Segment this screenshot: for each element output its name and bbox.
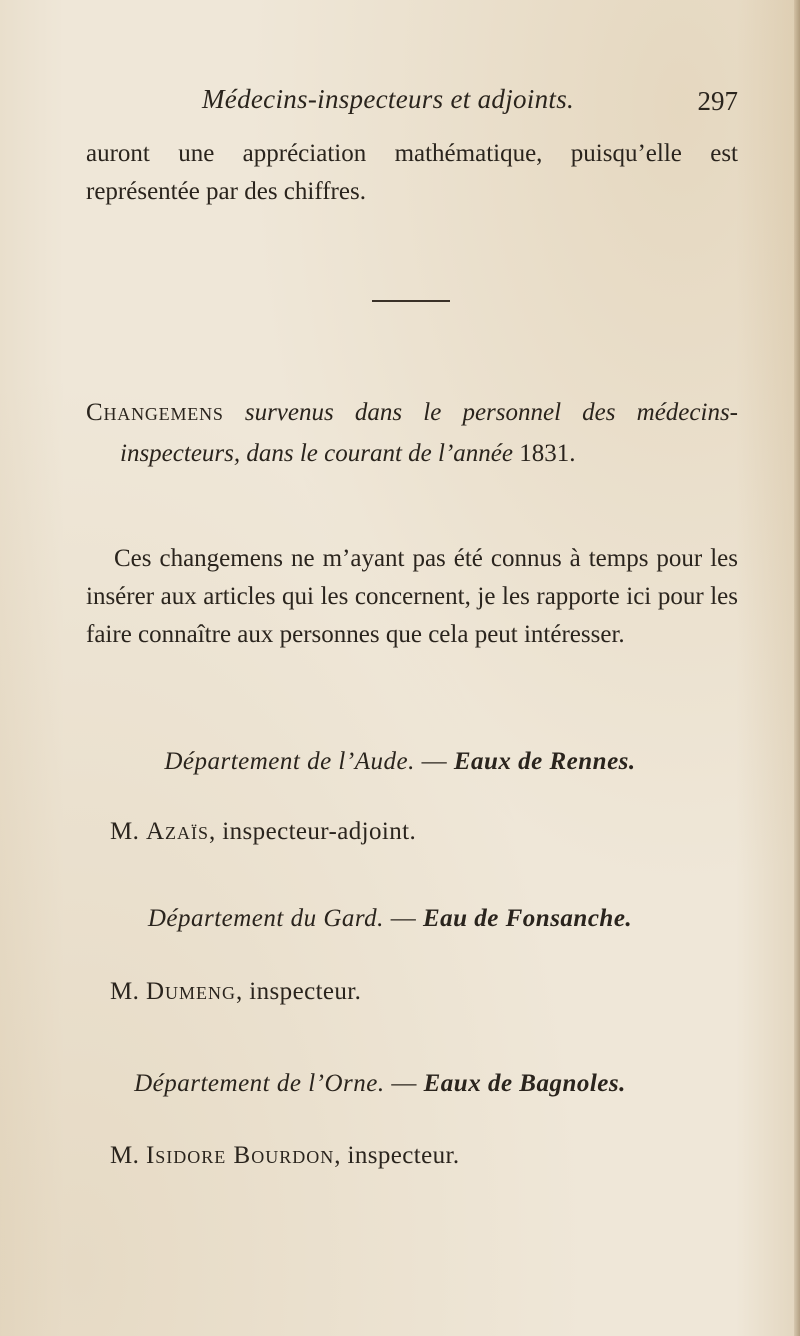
person-title: M.	[110, 978, 140, 1005]
running-head: Médecins-inspecteurs et adjoints.	[202, 84, 575, 114]
department-separator: —	[384, 1070, 424, 1097]
person-title: M.	[110, 1142, 140, 1169]
department-name: Département de l’Orne.	[134, 1070, 385, 1097]
department-heading-aude	[0, 748, 800, 776]
water-source-name: Eaux de Bagnoles.	[423, 1070, 626, 1097]
person-entry-gard	[110, 978, 361, 1006]
person-name: Isidore Bourdon	[145, 1142, 335, 1169]
person-name: Azaïs	[145, 818, 209, 845]
section-heading-lead: Changemens	[86, 399, 224, 426]
person-role: , inspecteur-adjoint.	[209, 818, 417, 845]
person-role: , inspecteur.	[334, 1142, 460, 1169]
section-divider-rule	[372, 300, 450, 302]
paragraph-continuation: auront une appréciation mathématique, puisqu’elle est représentée par des chiffres.	[86, 140, 738, 205]
paragraph-intro: Ces changemens ne m’ayant pas été connus à temps pour les insérer aux articles qui les concernent, je les rapporte ici pour les faire connaître aux personnes que cela peut intéresser.	[86, 545, 738, 648]
department-name: Département du Gard.	[147, 905, 384, 932]
person-entry-orne	[110, 1142, 460, 1170]
person-name: Dumeng	[145, 978, 236, 1005]
page-edge	[794, 0, 800, 1336]
section-heading	[86, 392, 738, 474]
department-separator: —	[383, 905, 423, 932]
department-heading-gard	[0, 905, 790, 933]
person-role: , inspecteur.	[236, 978, 362, 1005]
department-name: Département de l’Aude.	[164, 748, 415, 775]
department-heading-orne	[0, 1070, 780, 1098]
department-separator: —	[414, 748, 454, 775]
person-title: M.	[110, 818, 140, 845]
person-entry-aude	[110, 818, 416, 846]
page-header	[90, 84, 738, 124]
section-heading-year: 1831.	[519, 440, 576, 467]
page-number: 297	[697, 86, 738, 116]
section-heading-text: survenus dans le personnel des médecins-inspecteurs, dans le courant de l’année	[120, 399, 739, 467]
water-source-name: Eaux de Rennes.	[453, 748, 636, 775]
water-source-name: Eau de Fonsanche.	[422, 905, 633, 932]
